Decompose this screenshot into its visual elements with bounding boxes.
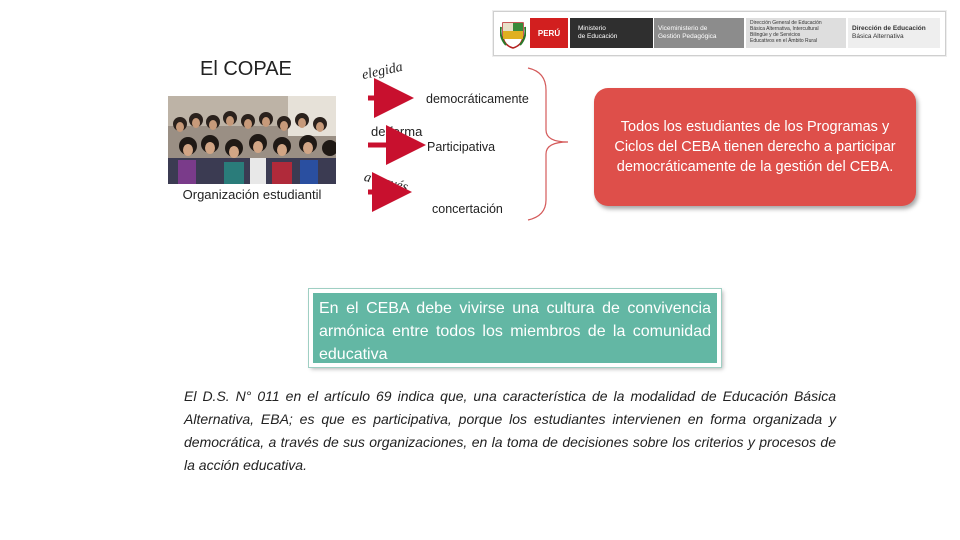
bracket — [528, 68, 568, 220]
direccion-general-line-1: Dirección General de Educación — [750, 20, 822, 26]
students-group-photo — [168, 96, 336, 184]
direccion-line-1: Dirección de Educación — [852, 25, 926, 32]
viceministerio-label — [654, 18, 744, 48]
ministerio-line-1: Ministerio — [578, 25, 606, 32]
viceministerio-line-1: Viceministerio de — [658, 25, 708, 32]
arrow-label-de-forma: de forma — [371, 124, 423, 139]
rights-callout — [594, 88, 916, 206]
coat-of-arms-icon — [500, 17, 526, 49]
direccion-label — [848, 18, 940, 48]
rights-callout-text: Todos los estudiantes de los Programas y Ciclos del CEBA tienen derecho a participar democráticamente de la gestión del CEBA. — [614, 119, 896, 175]
arrow-label-a-traves: a través — [362, 170, 410, 196]
peru-logo — [530, 18, 568, 48]
direccion-general-line-4: Educativos en el Ámbito Rural — [750, 38, 817, 44]
arrow-target-democraticamente: democráticamente — [426, 92, 529, 106]
ministerio-label — [570, 18, 653, 48]
convivencia-text: En el CEBA debe vivirse una cultura de convivencia armónica entre todos los miembros de la comunidad educativa — [319, 300, 711, 363]
arrow-target-concertacion: concertación — [432, 202, 503, 216]
peru-label: PERÚ — [537, 28, 561, 38]
direccion-general-line-2: Básica Alternativa, Intercultural — [750, 26, 819, 32]
direccion-general-label — [746, 18, 846, 48]
convivencia-box — [309, 289, 721, 367]
header-banner — [493, 11, 946, 56]
ministerio-line-2: de Educación — [578, 33, 618, 40]
arrow-target-participativa: Participativa — [427, 140, 496, 154]
direccion-general-line-3: Bilingüe y de Servicios — [750, 32, 801, 38]
arrow-label-elegida: elegida — [360, 59, 405, 84]
viceministerio-line-2: Gestión Pedagógica — [658, 33, 717, 40]
ds-paragraph: El D.S. N° 011 en el artículo 69 indica que, una característica de la modalidad de Educación Básica Alternativa, EBA; es que es participativa, porque los estudiantes intervienen en forma organizada y democrática, a través de sus organizaciones, en la toma de decisiones sobre los criterios y procesos de la acción educativa. — [184, 388, 836, 473]
direccion-line-2: Básica Alternativa — [852, 33, 904, 40]
photo-caption: Organización estudiantil — [182, 187, 322, 202]
diagram-arrows — [360, 60, 600, 230]
page-title: El COPAE — [200, 58, 292, 80]
